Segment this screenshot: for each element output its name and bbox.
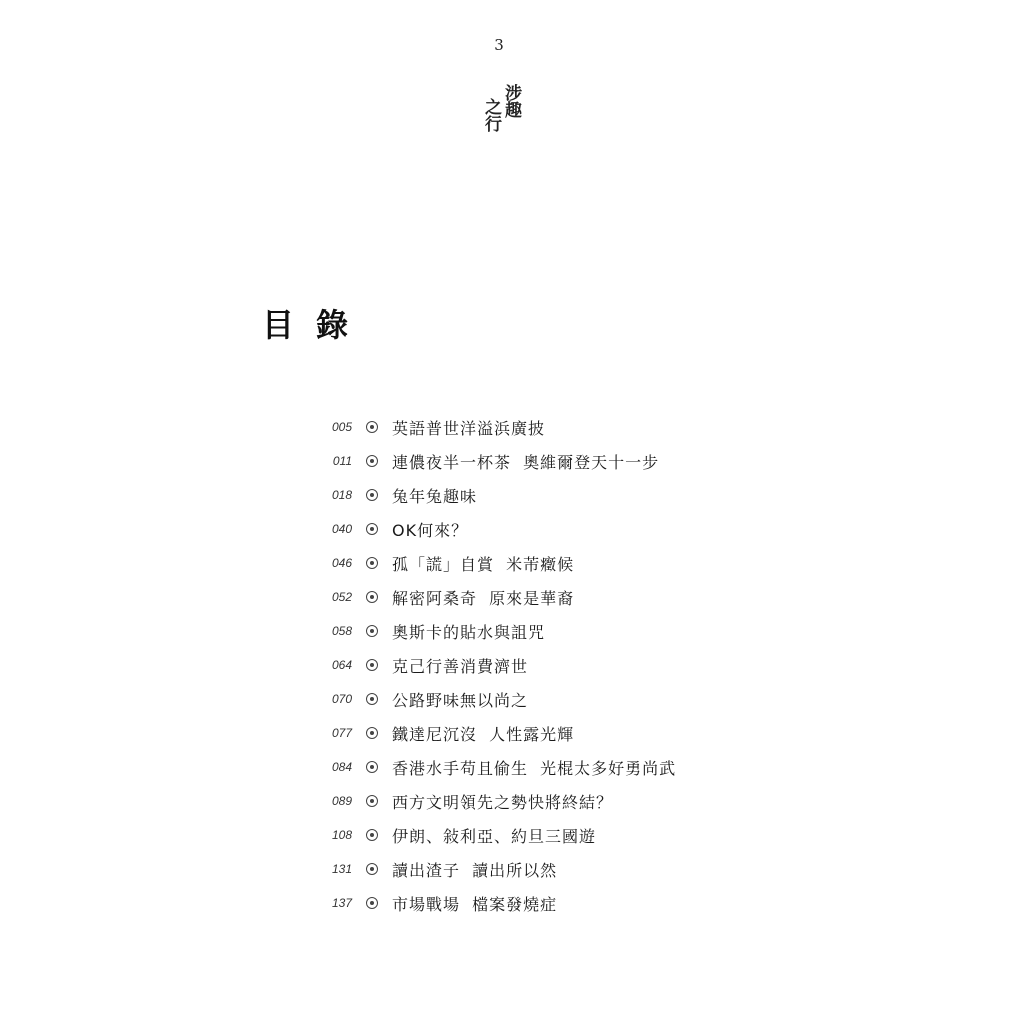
toc-page-number: 084 <box>331 760 352 774</box>
bullet-icon <box>366 625 378 637</box>
toc-page-number: 052 <box>331 590 352 604</box>
toc-page-number: 089 <box>331 794 352 808</box>
toc-page-number: 005 <box>331 420 352 434</box>
toc-entry[interactable] <box>318 648 778 682</box>
bullet-icon <box>366 591 378 603</box>
toc-entry[interactable] <box>318 852 778 886</box>
toc-entry-title: 解密阿桑奇 原來是華裔 <box>392 588 575 608</box>
bullet-icon <box>366 659 378 671</box>
toc-entry[interactable] <box>318 614 778 648</box>
toc-entry-title: 市場戰場 檔案發燒症 <box>392 894 558 914</box>
bullet-icon <box>366 421 378 433</box>
toc-entry[interactable] <box>318 478 778 512</box>
toc-entry-title: OK何來？ <box>392 520 469 540</box>
toc-entry[interactable] <box>318 682 778 716</box>
toc-page-number: 040 <box>331 522 352 536</box>
book-title-line1: 涉趣 <box>501 84 521 118</box>
toc-entry-title: 伊朗、敍利亞、約旦三國遊 <box>392 826 597 846</box>
bullet-icon <box>366 455 378 467</box>
toc-list <box>318 410 778 920</box>
book-title <box>480 84 524 144</box>
toc-entry[interactable] <box>318 410 778 444</box>
toc-entry[interactable] <box>318 750 778 784</box>
toc-page-number: 077 <box>331 726 352 740</box>
bullet-icon <box>366 761 378 773</box>
toc-entry-title: 鐵達尼沉沒 人性露光輝 <box>392 724 575 744</box>
toc-entry[interactable] <box>318 512 778 546</box>
toc-page-number: 131 <box>331 862 352 876</box>
bullet-icon <box>366 897 378 909</box>
toc-entry[interactable] <box>318 784 778 818</box>
toc-entry-title: 兔年兔趣味 <box>392 486 478 506</box>
toc-page-number: 018 <box>331 488 352 502</box>
book-title-line2: 之行 <box>481 98 501 132</box>
page-number: 3 <box>494 36 504 54</box>
toc-entry[interactable] <box>318 716 778 750</box>
toc-entry-title: 公路野味無以尚之 <box>392 690 529 710</box>
toc-page-number: 011 <box>332 454 352 468</box>
toc-page-number: 064 <box>331 658 352 672</box>
toc-page-number: 108 <box>331 828 352 842</box>
toc-entry[interactable] <box>318 818 778 852</box>
toc-page-number: 137 <box>331 896 352 910</box>
toc-entry-title: 連儂夜半一杯茶 奧維爾登天十一步 <box>392 452 660 472</box>
toc-entry-title: 西方文明領先之勢快將終結？ <box>392 792 614 812</box>
toc-entry-title: 香港水手苟且偷生 光棍太多好勇尚武 <box>392 758 677 778</box>
toc-entry[interactable] <box>318 444 778 478</box>
toc-page-number: 046 <box>331 556 352 570</box>
bullet-icon <box>366 523 378 535</box>
toc-entry-title: 克己行善消費濟世 <box>392 656 529 676</box>
bullet-icon <box>366 489 378 501</box>
bullet-icon <box>366 557 378 569</box>
bullet-icon <box>366 863 378 875</box>
bullet-icon <box>366 693 378 705</box>
toc-heading: 目錄 <box>262 306 371 344</box>
toc-entry-title: 讀出渣子 讀出所以然 <box>392 860 558 880</box>
toc-entry-title: 孤「謊」自賞 米芾癥候 <box>392 554 575 574</box>
toc-page-number: 058 <box>331 624 352 638</box>
toc-page-number: 070 <box>331 692 352 706</box>
toc-entry[interactable] <box>318 546 778 580</box>
toc-entry[interactable] <box>318 886 778 920</box>
bullet-icon <box>366 829 378 841</box>
bullet-icon <box>366 727 378 739</box>
toc-entry-title: 奧斯卡的貼水與詛咒 <box>392 622 546 642</box>
bullet-icon <box>366 795 378 807</box>
toc-entry[interactable] <box>318 580 778 614</box>
toc-entry-title: 英語普世洋溢浜廣披 <box>392 418 546 438</box>
